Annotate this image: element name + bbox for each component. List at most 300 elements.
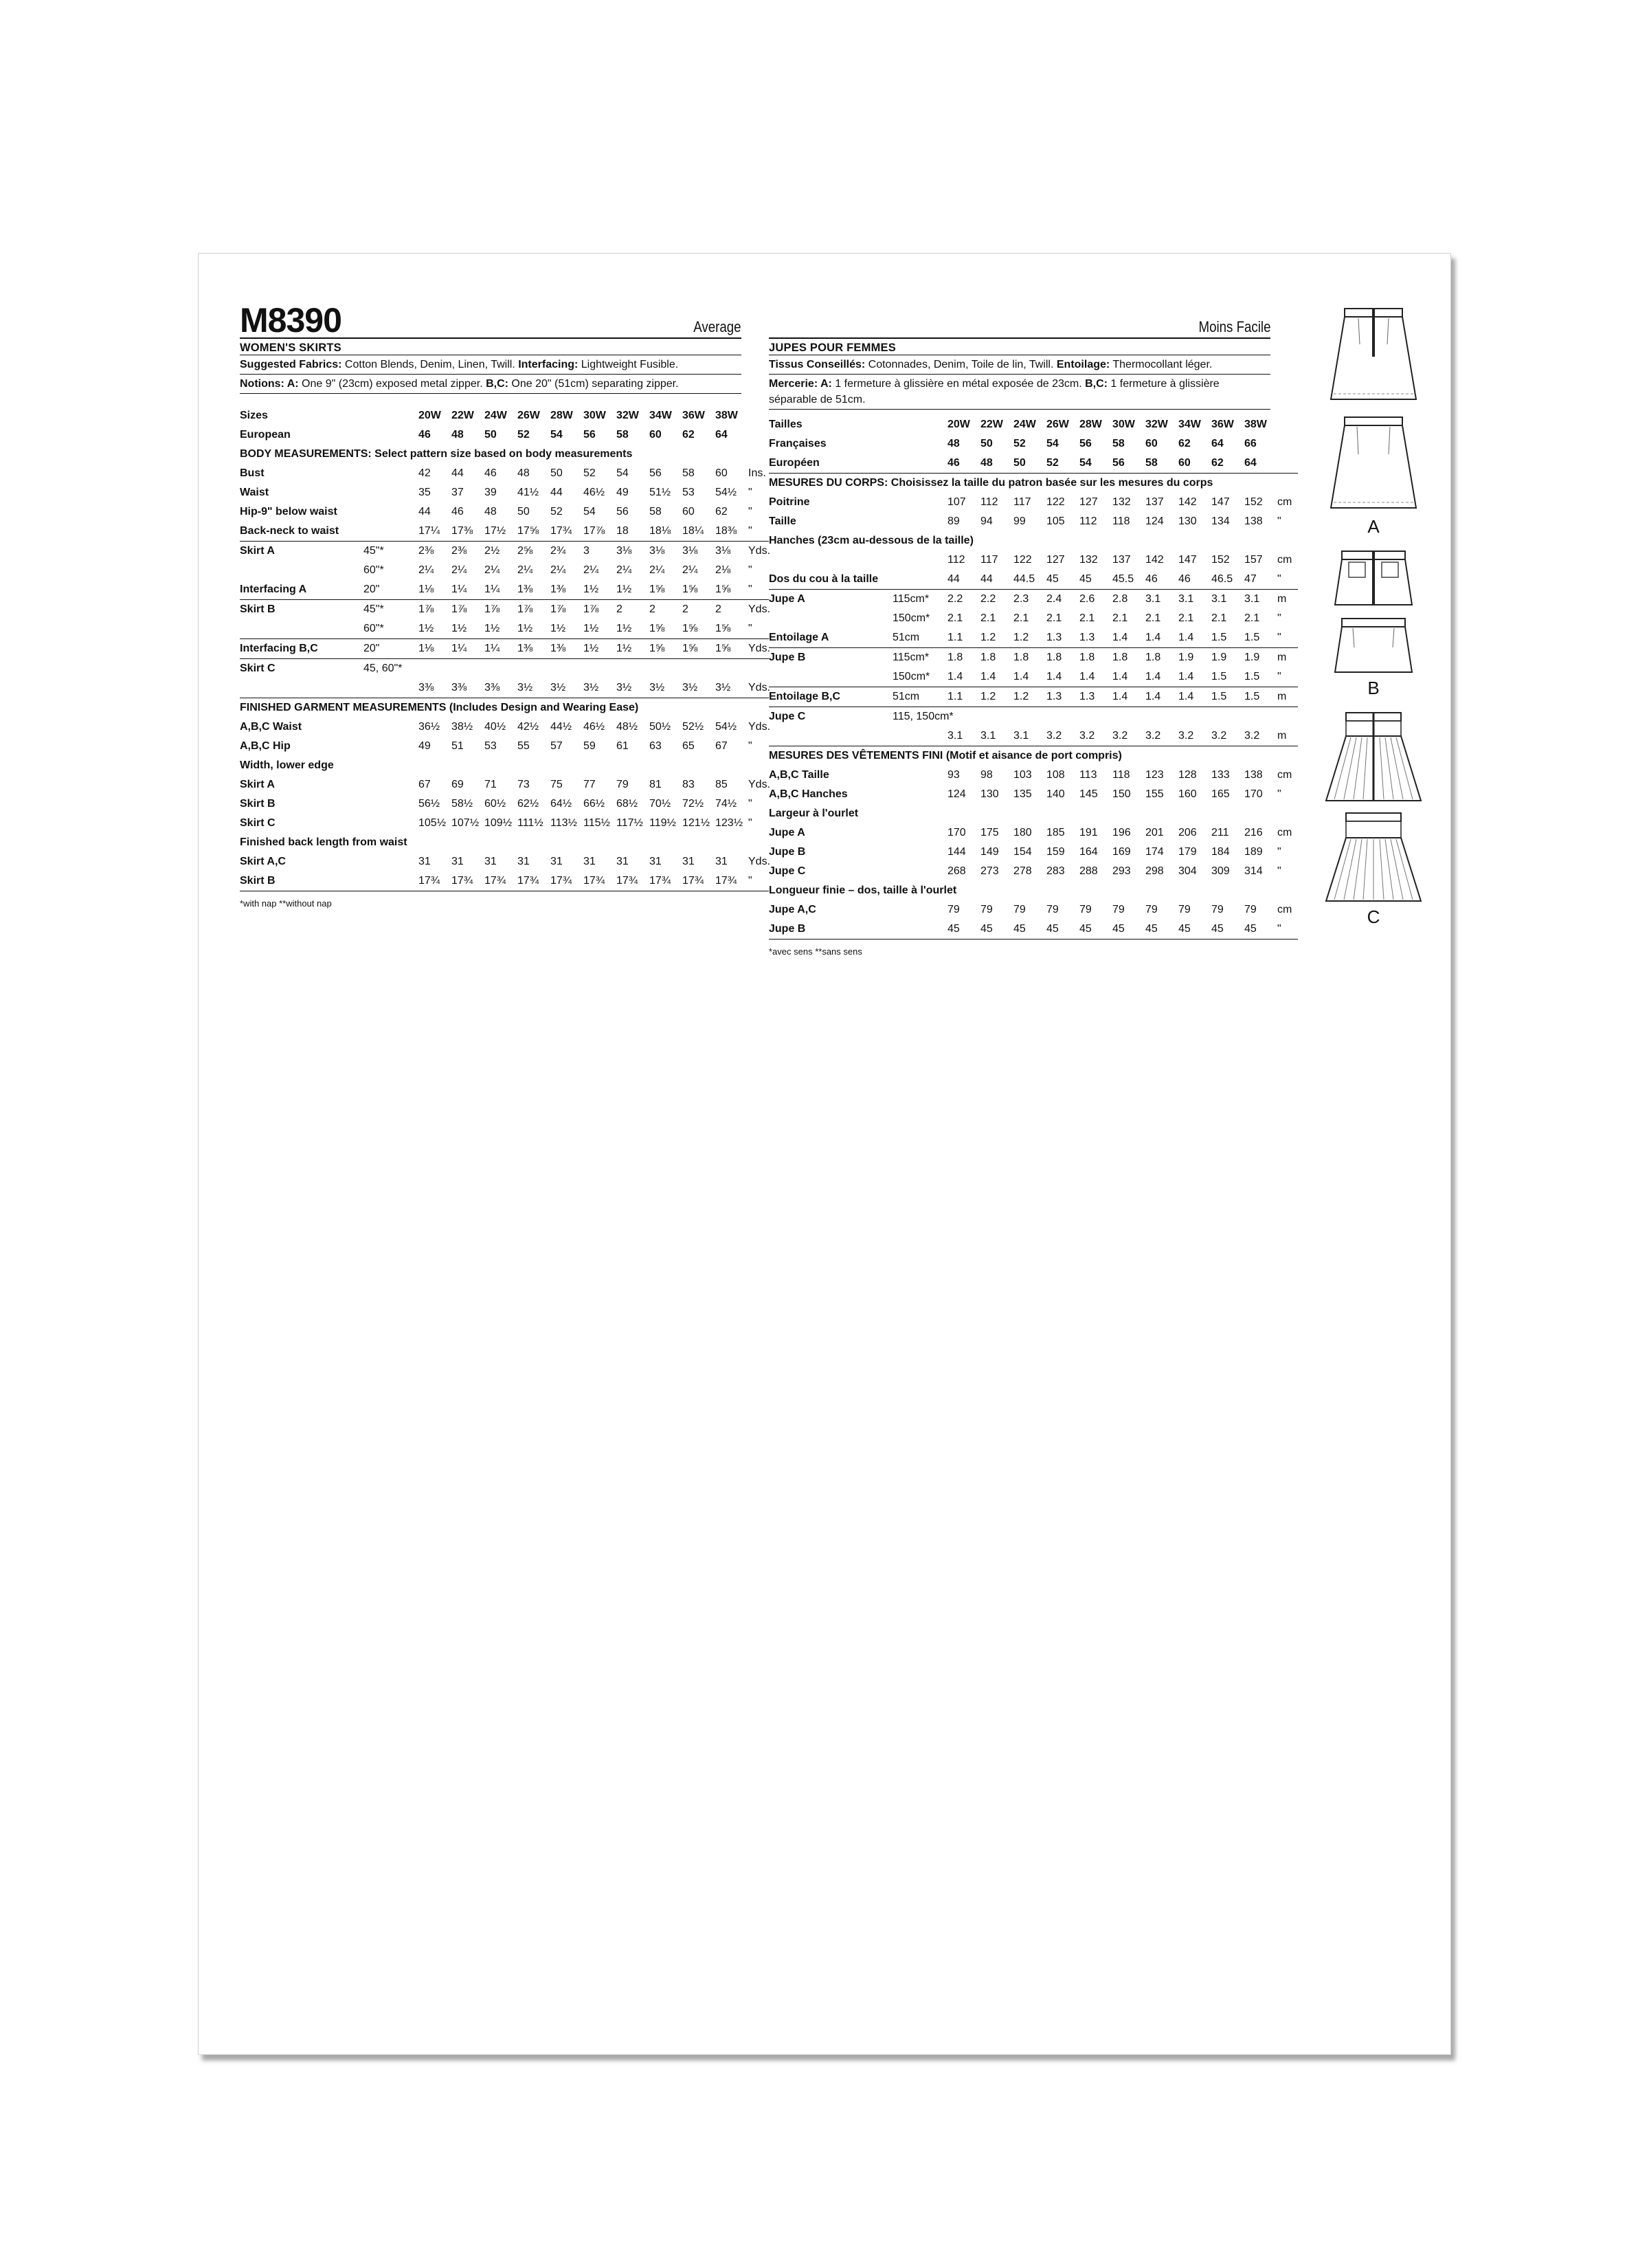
table-cell: 20W	[947, 419, 970, 430]
row-sublabel	[363, 775, 418, 794]
row-sublabel	[893, 570, 947, 590]
table-cell: 3½	[715, 682, 731, 693]
unit-label: "	[748, 564, 752, 576]
table-cell: 32W	[1145, 419, 1168, 430]
interfacing-text-fr: Thermocollant léger.	[1110, 359, 1213, 370]
table-row	[240, 502, 769, 522]
skirt-a-front-sketch	[1325, 412, 1422, 515]
table-cell: 191	[1079, 827, 1098, 838]
table-row	[240, 600, 769, 620]
table-cell: 1.4	[1178, 687, 1211, 707]
table-cell: 105½	[418, 817, 447, 829]
table-cell: 278	[1013, 865, 1032, 877]
table-cell: 79	[1112, 904, 1125, 915]
unit-label: "	[1277, 865, 1281, 877]
table-cell: 1½	[583, 639, 616, 659]
table-cell: 2.2	[980, 590, 1013, 610]
table-cell	[517, 659, 550, 679]
table-cell: 50	[484, 429, 497, 441]
table-cell: 142	[1178, 496, 1197, 508]
table-cell: 122	[1013, 554, 1032, 566]
table-cell: 17¾	[649, 875, 671, 887]
table-cell: 31	[616, 856, 629, 867]
table-cell: 113½	[550, 817, 577, 829]
table-row	[240, 659, 769, 679]
table-cell: 117½	[616, 817, 643, 829]
table-cell: 64	[1244, 457, 1257, 469]
unit-label: Yds.	[748, 542, 769, 562]
table-cell: 142	[1145, 554, 1164, 566]
table-cell: 145	[1079, 788, 1098, 800]
table-cell: 99	[1013, 515, 1026, 527]
table-cell: 58	[649, 506, 662, 518]
table-cell	[715, 659, 748, 679]
row-label: Sizes	[240, 410, 268, 421]
row-sublabel	[363, 852, 418, 871]
table-cell	[418, 659, 451, 679]
table-cell: 50	[1013, 457, 1026, 469]
table-cell: 31	[583, 856, 596, 867]
table-cell: 2.4	[1046, 590, 1079, 610]
unit-label: "	[748, 506, 752, 518]
table-cell: 26W	[517, 410, 540, 421]
row-sublabel	[893, 493, 947, 512]
table-cell: 44.5	[1013, 573, 1035, 585]
table-cell: 79	[1178, 904, 1191, 915]
table-cell	[583, 659, 616, 679]
table-cell: 105	[1046, 515, 1065, 527]
table-cell: 48	[947, 438, 960, 449]
table-cell: 1½	[616, 583, 632, 595]
table-cell	[980, 707, 1013, 727]
table-row	[769, 415, 1298, 434]
unit-label: "	[1277, 632, 1281, 643]
table-cell: 2¼	[583, 564, 599, 576]
footnote-fr: *avec sens **sans sens	[769, 946, 862, 957]
english-size-table	[240, 406, 769, 891]
row-sublabel: 45, 60"*	[363, 659, 418, 679]
table-cell: 77	[583, 779, 596, 790]
notions-text-a-fr: 1 fermeture à glissière en métal exposée de 23cm.	[831, 378, 1086, 390]
unit-label: m	[1277, 648, 1298, 668]
table-cell: 154	[1013, 846, 1032, 858]
table-cell: 117	[1013, 496, 1031, 508]
row-label: Taille	[769, 515, 796, 527]
table-cell: 1.4	[1145, 632, 1161, 643]
table-cell: 17¼	[418, 525, 440, 537]
table-cell: 1.4	[1112, 687, 1145, 707]
table-row	[240, 464, 769, 483]
table-cell: 17¾	[715, 875, 737, 887]
table-cell: 60	[649, 429, 662, 441]
row-label: Dos du cou à la taille	[769, 573, 879, 585]
table-cell: 51½	[649, 487, 671, 498]
table-cell: 48	[517, 467, 530, 479]
table-cell: 107	[947, 496, 966, 508]
table-cell: 48	[484, 506, 497, 518]
table-cell: 185	[1046, 827, 1065, 838]
table-cell: 98	[980, 769, 993, 781]
row-sublabel: 115cm*	[893, 648, 947, 668]
table-cell: 3½	[616, 682, 632, 693]
table-cell: 147	[1178, 554, 1197, 566]
table-cell: 2¼	[550, 564, 566, 576]
fabrics-label: Suggested Fabrics:	[240, 359, 342, 370]
table-row	[240, 718, 769, 737]
table-cell: 32W	[616, 410, 639, 421]
skirt-b-back-sketch	[1325, 547, 1422, 609]
table-row	[240, 852, 769, 871]
section-heading: FINISHED GARMENT MEASUREMENTS (Includes Design and Wearing Ease)	[240, 698, 769, 718]
table-row	[769, 570, 1298, 590]
table-cell: 112	[1079, 515, 1097, 527]
row-sublabel: 115cm*	[893, 590, 947, 610]
row-label: Jupe A,C	[769, 904, 816, 915]
table-cell: 298	[1145, 865, 1164, 877]
table-cell: 108	[1046, 769, 1065, 781]
table-cell: 36W	[682, 410, 705, 421]
table-cell: 45	[980, 923, 993, 935]
table-cell: 62½	[517, 798, 539, 810]
row-label	[240, 561, 363, 580]
table-cell: 93	[947, 769, 960, 781]
unit-label: Yds.	[748, 600, 769, 620]
skirt-b-front-sketch	[1325, 614, 1422, 676]
table-cell: 17⅞	[583, 525, 605, 537]
fabrics-label-fr: Tissus Conseillés:	[769, 359, 866, 370]
table-cell	[1079, 707, 1112, 727]
table-cell: 216	[1244, 827, 1263, 838]
table-cell: 64½	[550, 798, 572, 810]
table-cell: 147	[1211, 496, 1230, 508]
unit-label: cm	[1277, 554, 1292, 566]
table-cell: 83	[682, 779, 695, 790]
table-cell: 1¼	[484, 639, 517, 659]
table-cell: 58	[1112, 438, 1125, 449]
table-cell: 17½	[484, 525, 506, 537]
table-cell: 45.5	[1112, 573, 1134, 585]
table-cell: 79	[1046, 904, 1059, 915]
table-cell: 1⅜	[550, 583, 566, 595]
row-sublabel	[363, 814, 418, 833]
table-cell: 55	[517, 740, 530, 752]
table-cell: 1⅞	[418, 600, 451, 620]
table-cell: 85	[715, 779, 728, 790]
section-heading: Largeur à l'ourlet	[769, 808, 859, 819]
table-cell: 44	[947, 573, 960, 585]
table-cell: 211	[1211, 827, 1229, 838]
table-cell: 1⅝	[649, 583, 665, 595]
table-cell: 1.2	[980, 632, 996, 643]
table-row	[769, 434, 1298, 454]
table-cell: 46	[947, 457, 960, 469]
table-cell: 113	[1079, 769, 1097, 781]
table-cell: 73	[517, 779, 530, 790]
table-cell: 31	[550, 856, 563, 867]
table-cell: 137	[1112, 554, 1131, 566]
french-column	[769, 299, 1292, 957]
table-cell: 2.1	[1211, 612, 1227, 624]
table-cell: 157	[1244, 554, 1263, 566]
footnote: *with nap **without nap	[240, 898, 332, 909]
table-row	[240, 619, 769, 639]
table-cell: 18⅜	[715, 525, 737, 537]
unit-label: "	[748, 875, 752, 887]
table-row	[240, 678, 769, 698]
table-cell	[682, 659, 715, 679]
row-sublabel	[893, 726, 947, 746]
table-cell	[1046, 707, 1079, 727]
unit-label: "	[748, 623, 752, 634]
table-cell: 53	[484, 740, 497, 752]
table-cell	[484, 659, 517, 679]
row-label: Skirt A,C	[240, 856, 286, 867]
table-cell: 51	[451, 740, 464, 752]
table-row	[240, 794, 769, 814]
section-heading: Longueur finie – dos, taille à l'ourlet	[769, 885, 957, 896]
table-cell: 1⅝	[715, 639, 748, 659]
row-sublabel: 60"*	[363, 564, 384, 576]
table-row	[769, 628, 1298, 648]
table-cell: 170	[947, 827, 966, 838]
table-cell: 62	[682, 429, 695, 441]
table-cell: 1.8	[1046, 648, 1079, 668]
table-row	[240, 833, 769, 852]
table-cell: 135	[1013, 788, 1032, 800]
table-row	[769, 609, 1298, 628]
table-cell: 1½	[418, 623, 434, 634]
table-cell: 2.1	[1112, 612, 1128, 624]
table-cell: 17⅜	[451, 525, 473, 537]
table-cell: 46.5	[1211, 573, 1233, 585]
table-cell: 1.8	[1145, 648, 1178, 668]
table-cell: 3⅛	[682, 542, 715, 562]
table-cell: 46	[1145, 573, 1158, 585]
table-cell: 39	[484, 487, 497, 498]
table-cell: 75	[550, 779, 563, 790]
table-cell	[1178, 707, 1211, 727]
table-cell: 3⅜	[451, 682, 467, 693]
table-row	[769, 746, 1298, 766]
table-cell: 112	[947, 554, 965, 566]
fabrics-text: Cotton Blends, Denim, Linen, Twill.	[341, 359, 519, 370]
table-cell: 1.4	[1145, 687, 1178, 707]
table-cell: 3.2	[1211, 730, 1227, 742]
table-cell: 18	[616, 525, 629, 537]
table-cell: 1.4	[1013, 671, 1029, 682]
pattern-envelope-back	[198, 253, 1451, 2055]
table-cell: 1½	[550, 623, 566, 634]
table-cell: 2	[616, 600, 649, 620]
table-cell: 31	[682, 856, 695, 867]
table-cell: 117	[980, 554, 998, 566]
table-cell: 2.1	[1145, 612, 1161, 624]
table-row	[240, 483, 769, 502]
unit-label: "	[1277, 573, 1281, 585]
table-cell: 2	[682, 600, 715, 620]
table-cell: 61	[616, 740, 629, 752]
table-cell: 74½	[715, 798, 737, 810]
table-row	[240, 406, 769, 425]
difficulty-level-fr: Moins Facile	[1198, 318, 1270, 335]
row-sublabel	[893, 551, 947, 570]
table-cell: 2½	[484, 542, 517, 562]
table-cell: 112	[980, 496, 998, 508]
table-cell: 30W	[583, 410, 606, 421]
table-cell: 119½	[649, 817, 676, 829]
table-row	[769, 590, 1298, 610]
unit-label	[1277, 454, 1298, 474]
table-cell: 79	[1079, 904, 1092, 915]
table-cell: 184	[1211, 846, 1230, 858]
table-cell: 17⅝	[517, 525, 539, 537]
table-cell: 1.3	[1079, 632, 1095, 643]
table-cell: 1.2	[980, 687, 1013, 707]
table-cell: 1½	[517, 623, 533, 634]
table-cell: 2¼	[451, 564, 467, 576]
table-row	[769, 881, 1298, 900]
table-cell: 45	[1145, 923, 1158, 935]
table-row	[769, 843, 1298, 862]
table-cell: 46½	[583, 487, 605, 498]
table-cell: 79	[616, 779, 629, 790]
row-label: Jupe C	[769, 865, 806, 877]
table-cell: 71	[484, 779, 497, 790]
table-row	[240, 737, 769, 756]
table-cell: 3⅛	[616, 542, 649, 562]
table-cell: 1⅛	[418, 639, 451, 659]
table-cell: 1⅞	[484, 600, 517, 620]
table-cell: 28W	[1079, 419, 1102, 430]
table-cell: 201	[1145, 827, 1164, 838]
table-cell: 50	[550, 467, 563, 479]
table-cell: 56	[1112, 457, 1125, 469]
row-label: Jupe A	[769, 590, 893, 610]
table-cell: 45	[1211, 923, 1224, 935]
table-row	[240, 639, 769, 659]
section-heading: BODY MEASUREMENTS: Select pattern size based on body measurements	[240, 448, 633, 460]
table-cell: 56½	[418, 798, 440, 810]
row-label	[769, 726, 893, 746]
table-row	[769, 900, 1298, 920]
table-cell: 3½	[583, 682, 599, 693]
table-cell: 64	[715, 429, 728, 441]
table-cell: 268	[947, 865, 966, 877]
row-label: Back-neck to waist	[240, 525, 339, 537]
table-cell: 3.2	[1112, 730, 1128, 742]
table-cell: 1.8	[980, 648, 1013, 668]
table-cell: 1¼	[484, 583, 500, 595]
table-cell: 64	[1211, 438, 1224, 449]
table-cell: 1.2	[1013, 687, 1046, 707]
table-cell: 57	[550, 740, 563, 752]
table-cell: 1⅜	[517, 639, 550, 659]
table-cell: 1½	[583, 583, 599, 595]
table-cell: 52	[1013, 438, 1026, 449]
notions-text-a: One 9" (23cm) exposed metal zipper.	[298, 378, 486, 390]
table-cell: 44	[418, 506, 431, 518]
table-cell: 60	[715, 467, 728, 479]
row-label: Interfacing B,C	[240, 639, 363, 659]
table-cell: 66	[1244, 438, 1257, 449]
table-cell: 48½	[616, 721, 638, 733]
row-sublabel: 45"*	[363, 542, 418, 562]
section-heading: Hanches (23cm au-dessous de la taille)	[769, 535, 974, 546]
table-cell: 1.9	[1244, 648, 1277, 668]
row-sublabel	[893, 920, 947, 940]
table-cell: 179	[1178, 846, 1197, 858]
row-sublabel	[893, 454, 947, 474]
row-label: Interfacing A	[240, 583, 307, 595]
table-cell: 3.1	[1145, 590, 1178, 610]
row-sublabel	[893, 900, 947, 920]
table-cell: 3	[583, 542, 616, 562]
table-cell: 54	[550, 429, 563, 441]
table-cell: 2.3	[1013, 590, 1046, 610]
pattern-title-fr: JUPES POUR FEMMES	[769, 342, 1270, 355]
table-row	[769, 726, 1298, 746]
table-cell: 314	[1244, 865, 1263, 877]
table-cell: 2.8	[1112, 590, 1145, 610]
table-cell: 1⅝	[682, 583, 698, 595]
table-cell: 103	[1013, 769, 1032, 781]
table-cell: 79	[1145, 904, 1158, 915]
table-cell: 293	[1112, 865, 1131, 877]
table-cell: 56	[616, 506, 629, 518]
table-cell: 36½	[418, 721, 440, 733]
table-cell: 40½	[484, 721, 506, 733]
table-cell: 1⅞	[517, 600, 550, 620]
row-sublabel: 51cm	[893, 687, 947, 707]
table-cell: 132	[1079, 554, 1098, 566]
table-cell: 1½	[616, 623, 632, 634]
table-cell: 149	[980, 846, 999, 858]
table-cell: 46½	[583, 721, 605, 733]
table-cell: 35	[418, 487, 431, 498]
table-cell: 2¼	[682, 564, 698, 576]
table-row	[769, 823, 1298, 843]
table-cell: 2¼	[484, 564, 500, 576]
row-label: Skirt C	[240, 817, 276, 829]
row-sublabel	[363, 794, 418, 814]
table-cell: 37	[451, 487, 464, 498]
table-cell: 62	[1178, 438, 1191, 449]
table-cell: 45	[1112, 923, 1125, 935]
row-sublabel	[363, 678, 418, 698]
table-cell	[550, 659, 583, 679]
table-row	[240, 756, 769, 775]
row-sublabel	[893, 785, 947, 804]
table-cell: 31	[649, 856, 662, 867]
view-label-b: B	[1367, 678, 1380, 698]
table-cell: 1.3	[1046, 687, 1079, 707]
table-cell: 3.1	[947, 730, 963, 742]
unit-label: m	[1277, 730, 1287, 742]
row-sublabel: 60"*	[363, 623, 384, 634]
table-cell: 1⅜	[550, 639, 583, 659]
table-cell: 60	[682, 506, 695, 518]
table-cell: 1.2	[1013, 632, 1029, 643]
table-row	[240, 775, 769, 794]
table-row	[769, 687, 1298, 707]
unit-label: m	[1277, 590, 1298, 610]
table-cell: 34W	[649, 410, 672, 421]
table-cell: 2.1	[1046, 612, 1062, 624]
unit-label	[748, 406, 769, 425]
table-row	[769, 766, 1298, 785]
unit-label	[1277, 707, 1298, 727]
table-cell: 2⅛	[715, 564, 731, 576]
